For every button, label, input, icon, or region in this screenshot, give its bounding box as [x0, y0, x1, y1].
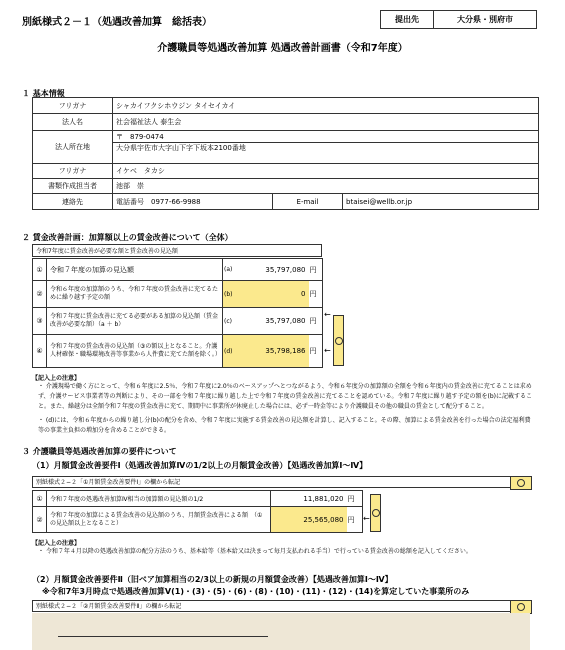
row-num: ②	[33, 281, 47, 308]
sub1-check-marker	[370, 494, 381, 532]
wage-plan-table	[32, 258, 323, 368]
row-code: (b)	[223, 281, 236, 308]
row-value: 35,797,080	[236, 308, 309, 335]
row-text: 令和７年度の加算の見込額	[47, 259, 223, 281]
row-text: 令和７年度の賃金改善の見込額（③の額以上となること。介護人材確保・職場環境改善等事業から人件費に充てた額を除く。）	[47, 335, 223, 368]
sub1-note: ・ 令和７年４月以降の処遇改善加算の配分方法のうち、基本給等（基本給又は決まって毎月支払われる手当）で行っている賃金改善の総額を記入してください。	[38, 548, 472, 555]
row-unit: 円	[309, 281, 323, 308]
phone-value: 0977-66-9988	[151, 197, 201, 206]
zip-value[interactable]: 〒 879-0474	[113, 131, 539, 143]
section1-heading: １ 基本情報	[22, 89, 65, 98]
sub1-notes-heading: 【記入上の注意】	[32, 540, 81, 547]
sub1-heading: （1）月額賃金改善要件Ⅰ（処遇改善加算Ⅳの1/2以上の月額賃金改善）【処遇改善加算Ⅰ～Ⅳ】	[32, 461, 368, 470]
sub1-table	[32, 490, 363, 533]
sub1-top-marker	[510, 476, 532, 490]
submit-to-box	[380, 10, 537, 29]
author-label: 書類作成担当者	[33, 179, 113, 194]
row-code: (c)	[223, 308, 236, 335]
notes-heading: 【記入上の注意】	[32, 375, 81, 382]
author-value[interactable]: 池部 崇	[113, 179, 539, 194]
address-label: 法人所在地	[33, 131, 113, 164]
section2-heading: ２ 賃金改善計画：加算額以上の賃金改善について（全体）	[22, 233, 233, 242]
sub2-subheading: ※令和7年3月時点で処遇改善加算Ⅴ(1)・(3)・(5)・(6)・(8)・(10)・(11)・(12)・(14)を算定していた事業所のみ	[42, 587, 470, 596]
row-unit: 円	[309, 259, 323, 281]
sub2-top-marker	[510, 600, 532, 614]
email-label: E-mail	[273, 194, 343, 210]
email-value[interactable]: btaisei@wellb.or.jp	[343, 194, 539, 210]
furigana2-value[interactable]: イケベ タカシ	[113, 164, 539, 179]
sub2-content-area	[32, 613, 530, 650]
sub2-heading: （2）月額賃金改善要件Ⅱ（旧ベア加算相当の2/3以上の新規の月額賃金改善）【処遇改善加算Ⅰ～Ⅳ】	[32, 575, 393, 584]
page-title: 介護職員等処遇改善加算 処遇改善計画書（令和7年度）	[157, 43, 408, 54]
row-value: 11,881,020	[271, 491, 347, 507]
submit-value: 大分県・別府市	[457, 15, 513, 24]
note-1: ・ 介護現場で働く方にとって、令和６年度に2.5％、令和７年度に2.0％のベースアップへとつながるよう、令和６年度分の加算額の全額を令和６年度内の賃金改善に充てることは求めず、介護サービス事業者等の判断により、その一部を令和７年度に繰り越した上で令和７年度の賃金改善に充てることを認めている。令和７年度に繰り越す予定の額を(b)に記載すること。また、繰越分は全額令和７年度の賃金改善に充て、期間中に事業所が休廃止した場合には、必ず一時金等により介護職員その他の職員の賃金として配分すること。	[38, 383, 533, 410]
circle-icon	[372, 509, 380, 517]
note-2: ・ (d)には、令和６年度からの繰り越し分(b)の配分を含め、令和７年度に実施する賃金改善の見込額を計算し、記入すること。その際、加算による賃金改善を行った場合の法定福利費等の事業主負担の増加分を含めることができる。	[38, 417, 531, 434]
section3-heading: ３ 介護職員等処遇改善加算の要件について	[22, 447, 177, 456]
circle-icon	[517, 603, 525, 611]
sub2-transfer-label: 別紙様式２−２「②月額賃金改善要件Ⅱ」の欄から転記	[32, 600, 530, 612]
arrow-left-icon: ←	[324, 346, 331, 355]
address-value[interactable]: 大分県宇佐市大字山下字下坂本2100番地	[113, 143, 539, 164]
basic-info-table	[32, 97, 539, 210]
row-text: 令和７年度に賃金改善に充てる必要がある加算の見込額（賃金改善が必要な額）（a ＋ b）	[47, 308, 223, 335]
circle-icon	[517, 479, 525, 487]
row-text: 令和７年度の加算による賃金改善の見込額のうち、月額賃金改善による額 （①の見込額以上となること）	[47, 507, 271, 533]
row-text: 令和７年度の処遇改善加算Ⅳ相当の加算額の見込額の1/2	[47, 491, 271, 507]
row-num: ②	[33, 507, 47, 533]
row-unit: 円	[347, 507, 363, 533]
arrow-left-icon: ←	[324, 310, 331, 319]
row-num: ①	[33, 259, 47, 281]
furigana1-value[interactable]: シャカイフクシホウジン タイセイカイ	[113, 98, 539, 114]
row-text: 令和６年度の加算額のうち、令和７年度の賃金改善に充てるために繰り越す予定の額	[47, 281, 223, 308]
row-num: ③	[33, 308, 47, 335]
row-value: 35,797,080	[236, 259, 309, 281]
wage-improvement-input[interactable]: 35,798,186	[236, 335, 309, 368]
arrow-left-icon: ←	[363, 514, 370, 523]
row-code: (d)	[223, 335, 236, 368]
circle-icon	[335, 337, 343, 345]
phone-cell[interactable]	[113, 194, 273, 210]
furigana1-label: フリガナ	[33, 98, 113, 114]
furigana2-label: フリガナ	[33, 164, 113, 179]
row-num: ①	[33, 491, 47, 507]
form-name: 別紙様式２－１（処遇改善加算 総括表）	[22, 17, 212, 28]
row-num: ④	[33, 335, 47, 368]
row-unit: 円	[309, 335, 323, 368]
submit-label: 提出先	[381, 11, 434, 28]
row-unit: 円	[309, 308, 323, 335]
monthly-wage-input[interactable]: 25,565,080	[271, 507, 347, 533]
check-marker	[333, 315, 344, 366]
contact-label: 連絡先	[33, 194, 113, 210]
corp-name-value[interactable]: 社会福祉法人 泰生会	[113, 114, 539, 131]
row-code: (a)	[223, 259, 236, 281]
carryover-input[interactable]: 0	[236, 281, 309, 308]
sub1-transfer-label: 別紙様式２−２「①月額賃金改善要件Ⅰ」の欄から転記	[32, 476, 530, 488]
corp-name-label: 法人名	[33, 114, 113, 131]
divider	[58, 636, 268, 637]
row-unit: 円	[347, 491, 363, 507]
phone-label: 電話番号	[116, 197, 144, 206]
section2-table-title: 令和7年度に賃金改善が必要な額と賃金改善の見込額	[32, 244, 322, 257]
